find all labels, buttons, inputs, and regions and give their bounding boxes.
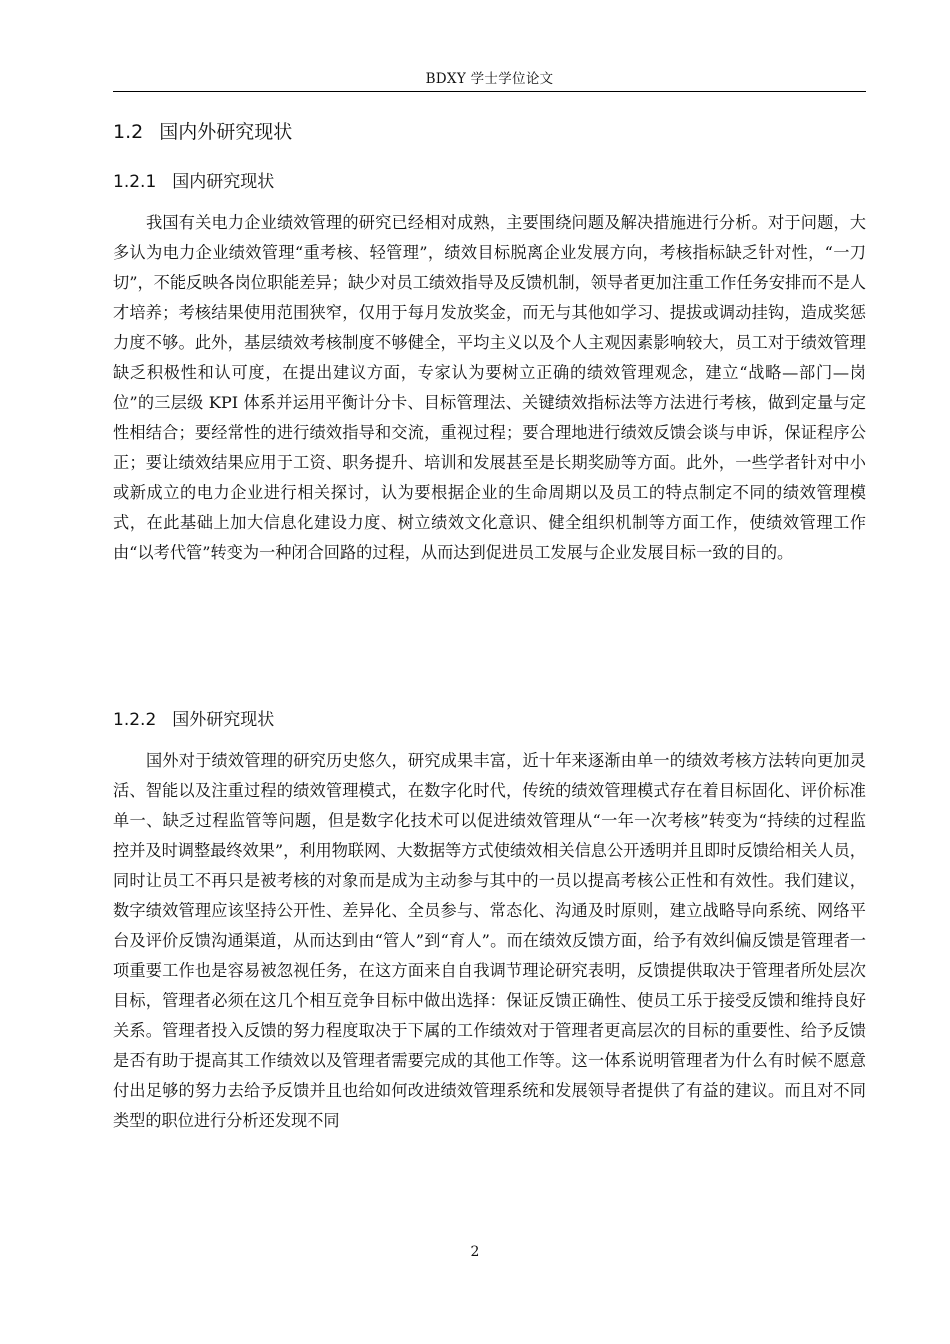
subsection-title: 国内研究现状: [172, 172, 275, 192]
section-title: 国内外研究现状: [159, 121, 293, 143]
header-rule: [113, 91, 866, 92]
subsection-number: 1.2.2: [113, 710, 157, 730]
body-paragraph-foreign: 国外对于绩效管理的研究历史悠久，研究成果丰富，近十年来逐渐由单一的绩效考核方法转向更加灵活、智能以及注重过程的绩效管理模式，在数字化时代，传统的绩效管理模式存在着目标固化、评价标准单一、缺乏过程监管等问题，但是数字化技术可以促进绩效管理从“一年一次考核”转变为“持续的过程监控并及时调整最终效果”，利用物联网、大数据等方式使绩效相关信息公开透明并且即时反馈给相关人员，同时让员工不再只是被考核的对象而是成为主动参与其中的一员以提高考核公正性和有效性。我们建议，数字绩效管理应该坚持公开性、差异化、全员参与、常态化、沟通及时原则，建立战略导向系统、网络平台及评价反馈沟通渠道，从而达到由“管人”到“育人”。而在绩效反馈方面，给予有效纠偏反馈是管理者一项重要工作也是容易被忽视任务，在这方面来自自我调节理论研究表明，反馈提供取决于管理者所处层次目标，管理者必须在这几个相互竞争目标中做出选择：保证反馈正确性、使员工乐于接受反馈和维持良好关系。管理者投入反馈的努力程度取决于下属的工作绩效对于管理者更高层次的目标的重要性、给予反馈是否有助于提高其工作绩效以及管理者需要完成的其他工作等。这一体系说明管理者为什么有时候不愿意付出足够的努力去给予反馈并且也给如何改进绩效管理系统和发展领导者提供了有益的建议。而且对不同类型的职位进行分析还发现不同: [113, 751, 866, 1130]
section-heading: [113, 118, 292, 146]
subsection-number: 1.2.1: [113, 172, 157, 192]
page-number: 2: [470, 1244, 480, 1260]
subsection-heading-foreign: [113, 707, 274, 733]
section-number: 1.2: [113, 121, 144, 143]
subsection-heading-domestic: [113, 169, 274, 195]
subsection-title: 国外研究现状: [172, 710, 275, 730]
body-paragraph-domestic: 我国有关电力企业绩效管理的研究已经相对成熟，主要围绕问题及解决措施进行分析。对于问题，大多认为电力企业绩效管理“重考核、轻管理”，绩效目标脱离企业发展方向，考核指标缺乏针对性，“一刀切”，不能反映各岗位职能差异；缺少对员工绩效指导及反馈机制，领导者更加注重工作任务安排而不是人才培养；考核结果使用范围狭窄，仅用于每月发放奖金，而无与其他如学习、提拔或调动挂钩，造成奖惩力度不够。此外，基层绩效考核制度不够健全，平均主义以及个人主观因素影响较大，员工对于绩效管理缺乏积极性和认可度，在提出建议方面，专家认为要树立正确的绩效管理观念，建立“战略—部门—岗位”的三层级 KPI 体系并运用平衡计分卡、目标管理法、关键绩效指标法等方法进行考核，做到定量与定性相结合；要经常性的进行绩效指导和交流，重视过程；要合理地进行绩效反馈会谈与申诉，保证程序公正；要让绩效结果应用于工资、职务提升、培训和发展甚至是长期奖励等方面。此外，一些学者针对中小或新成立的电力企业进行相关探讨，认为要根据企业的生命周期以及员工的特点制定不同的绩效管理模式，在此基础上加大信息化建设力度、树立绩效文化意识、健全组织机制等方面工作，使绩效管理工作由“以考代管”转变为一种闭合回路的过程，从而达到促进员工发展与企业发展目标一致的目的。: [113, 213, 866, 562]
running-header: BDXY 学士学位论文: [425, 71, 554, 87]
